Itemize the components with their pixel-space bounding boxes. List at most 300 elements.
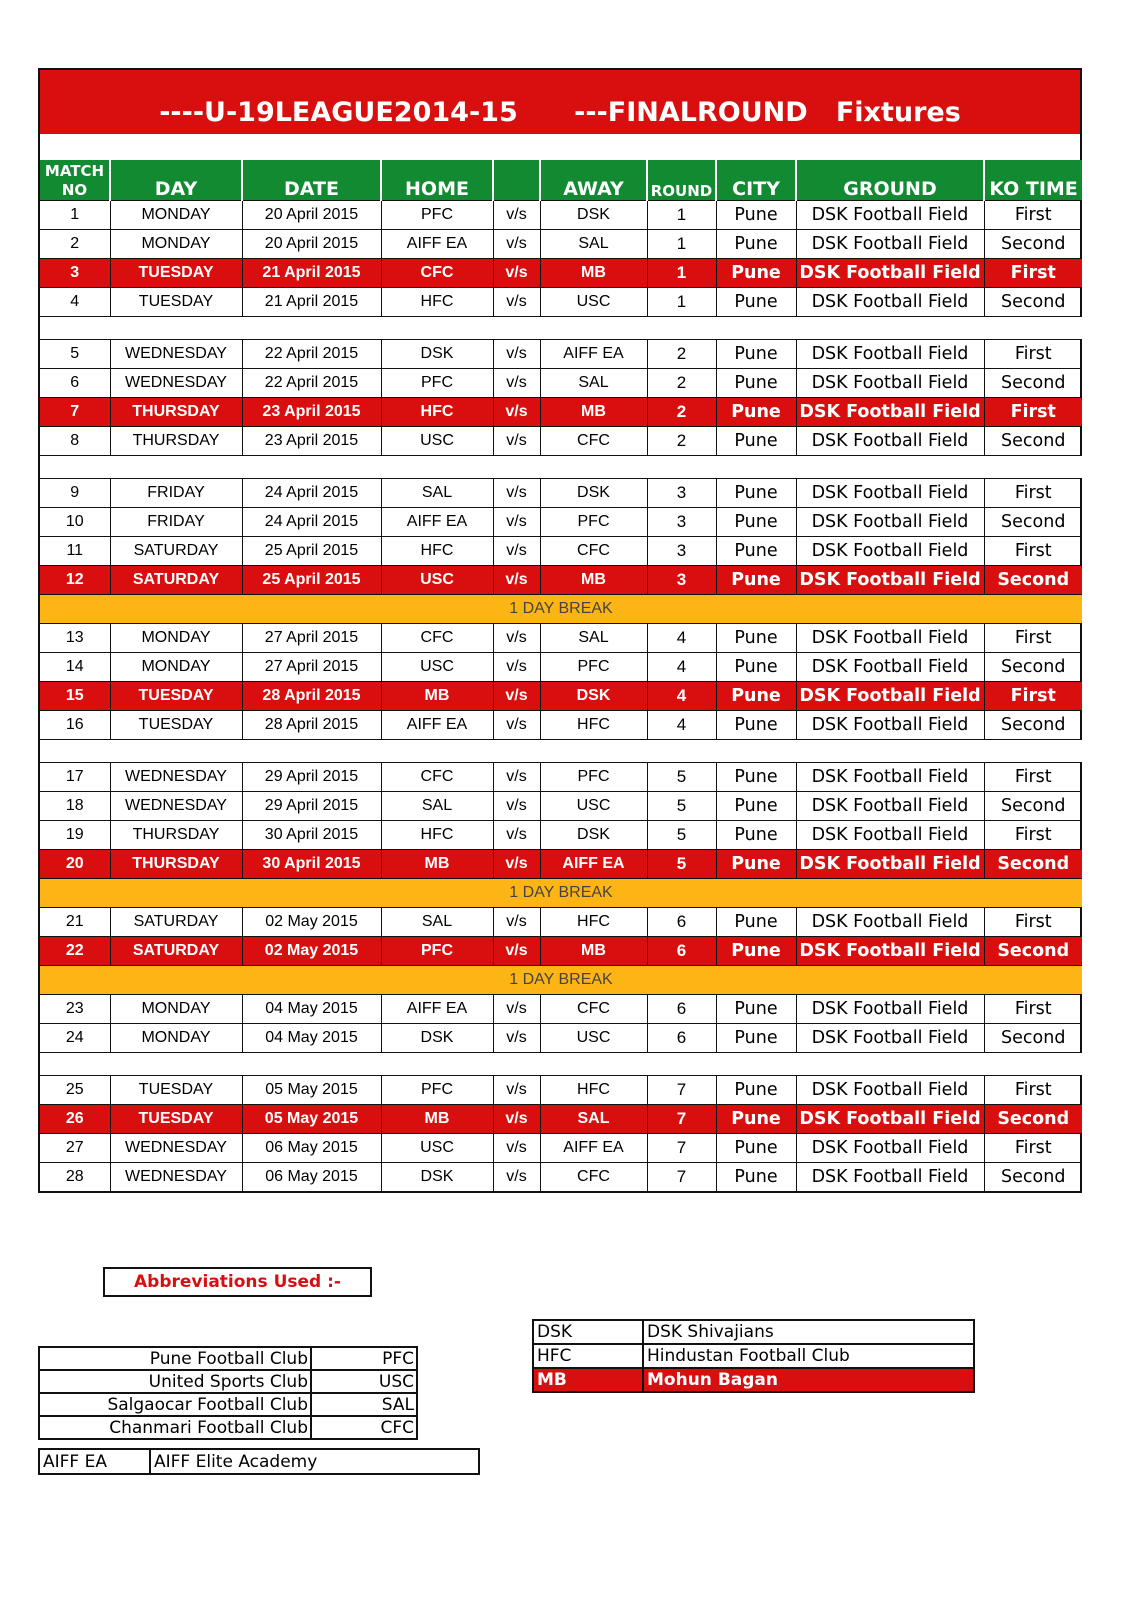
cell-round: 3 bbox=[647, 508, 716, 537]
match-row bbox=[40, 763, 1082, 792]
header-row bbox=[40, 160, 1082, 201]
cell-vs: v/s bbox=[493, 624, 540, 653]
cell-round: 3 bbox=[647, 566, 716, 595]
cell-ground: DSK Football Field bbox=[796, 340, 984, 369]
break-row bbox=[40, 595, 1082, 624]
match-row bbox=[40, 1076, 1082, 1105]
cell-home: CFC bbox=[381, 624, 493, 653]
cell-home: PFC bbox=[381, 1076, 493, 1105]
match-row bbox=[40, 288, 1082, 317]
cell-round: 7 bbox=[647, 1134, 716, 1163]
cell-vs: v/s bbox=[493, 259, 540, 288]
abbreviations-heading: Abbreviations Used :- bbox=[103, 1267, 372, 1297]
cell-round: 1 bbox=[647, 230, 716, 259]
cell-ko: First bbox=[984, 624, 1082, 653]
cell-round: 4 bbox=[647, 682, 716, 711]
cell-city: Pune bbox=[716, 763, 796, 792]
cell-day: MONDAY bbox=[110, 201, 242, 230]
cell-ground: DSK Football Field bbox=[796, 508, 984, 537]
cell-date: 06 May 2015 bbox=[242, 1163, 381, 1192]
cell-day: FRIDAY bbox=[110, 508, 242, 537]
cell-date: 05 May 2015 bbox=[242, 1076, 381, 1105]
cell-ko: First bbox=[984, 259, 1082, 288]
cell-round: 7 bbox=[647, 1105, 716, 1134]
cell-day: SATURDAY bbox=[110, 537, 242, 566]
cell-round: 6 bbox=[647, 937, 716, 966]
fixtures-table bbox=[40, 160, 1082, 1191]
abbr-code: AIFF EA bbox=[40, 1450, 151, 1473]
cell-round: 1 bbox=[647, 201, 716, 230]
cell-no: 12 bbox=[40, 566, 110, 595]
cell-ground: DSK Football Field bbox=[796, 479, 984, 508]
cell-home: PFC bbox=[381, 201, 493, 230]
cell-away: HFC bbox=[540, 711, 647, 740]
cell-round: 4 bbox=[647, 624, 716, 653]
title-fixtures: Fixtures bbox=[835, 97, 961, 128]
cell-date: 04 May 2015 bbox=[242, 1024, 381, 1053]
cell-round: 5 bbox=[647, 821, 716, 850]
cell-home: USC bbox=[381, 653, 493, 682]
cell-date: 20 April 2015 bbox=[242, 201, 381, 230]
header-home: HOME bbox=[381, 160, 493, 201]
cell-home: AIFF EA bbox=[381, 995, 493, 1024]
cell-city: Pune bbox=[716, 1163, 796, 1192]
cell-ground: DSK Football Field bbox=[796, 1134, 984, 1163]
cell-away: MB bbox=[540, 259, 647, 288]
cell-city: Pune bbox=[716, 259, 796, 288]
cell-ko: First bbox=[984, 1076, 1082, 1105]
cell-home: AIFF EA bbox=[381, 230, 493, 259]
match-row bbox=[40, 566, 1082, 595]
cell-no: 24 bbox=[40, 1024, 110, 1053]
cell-day: MONDAY bbox=[110, 230, 242, 259]
cell-no: 23 bbox=[40, 995, 110, 1024]
cell-home: PFC bbox=[381, 369, 493, 398]
cell-round: 6 bbox=[647, 908, 716, 937]
cell-city: Pune bbox=[716, 792, 796, 821]
cell-no: 21 bbox=[40, 908, 110, 937]
cell-day: MONDAY bbox=[110, 995, 242, 1024]
header-vs bbox=[493, 160, 540, 201]
cell-away: DSK bbox=[540, 821, 647, 850]
cell-home: PFC bbox=[381, 937, 493, 966]
cell-away: USC bbox=[540, 288, 647, 317]
cell-day: TUESDAY bbox=[110, 682, 242, 711]
cell-city: Pune bbox=[716, 566, 796, 595]
cell-city: Pune bbox=[716, 1024, 796, 1053]
cell-no: 16 bbox=[40, 711, 110, 740]
cell-day: WEDNESDAY bbox=[110, 1134, 242, 1163]
cell-no: 18 bbox=[40, 792, 110, 821]
cell-no: 7 bbox=[40, 398, 110, 427]
cell-away: PFC bbox=[540, 653, 647, 682]
abbr-name: Pune Football Club bbox=[39, 1347, 311, 1370]
cell-date: 28 April 2015 bbox=[242, 682, 381, 711]
cell-city: Pune bbox=[716, 340, 796, 369]
match-row bbox=[40, 792, 1082, 821]
cell-date: 02 May 2015 bbox=[242, 908, 381, 937]
abbr-name: Chanmari Football Club bbox=[39, 1416, 311, 1439]
cell-vs: v/s bbox=[493, 1105, 540, 1134]
cell-date: 20 April 2015 bbox=[242, 230, 381, 259]
cell-vs: v/s bbox=[493, 1134, 540, 1163]
header-match-no: MATCH NO bbox=[40, 160, 110, 201]
cell-away: CFC bbox=[540, 427, 647, 456]
match-row bbox=[40, 821, 1082, 850]
match-row bbox=[40, 201, 1082, 230]
header-date: DATE bbox=[242, 160, 381, 201]
cell-home: CFC bbox=[381, 259, 493, 288]
cell-date: 25 April 2015 bbox=[242, 566, 381, 595]
cell-round: 4 bbox=[647, 653, 716, 682]
abbr-row bbox=[39, 1393, 417, 1416]
cell-home: USC bbox=[381, 427, 493, 456]
cell-away: MB bbox=[540, 398, 647, 427]
cell-day: SATURDAY bbox=[110, 566, 242, 595]
title-gap bbox=[40, 134, 1080, 160]
cell-ko: Second bbox=[984, 792, 1082, 821]
cell-day: TUESDAY bbox=[110, 288, 242, 317]
spacer-cell bbox=[40, 1053, 1082, 1076]
cell-no: 15 bbox=[40, 682, 110, 711]
cell-city: Pune bbox=[716, 230, 796, 259]
header-day: DAY bbox=[110, 160, 242, 201]
spacer-cell bbox=[40, 456, 1082, 479]
match-row bbox=[40, 230, 1082, 259]
match-row bbox=[40, 908, 1082, 937]
cell-city: Pune bbox=[716, 508, 796, 537]
cell-no: 3 bbox=[40, 259, 110, 288]
cell-ground: DSK Football Field bbox=[796, 1105, 984, 1134]
cell-vs: v/s bbox=[493, 763, 540, 792]
cell-ground: DSK Football Field bbox=[796, 937, 984, 966]
cell-vs: v/s bbox=[493, 479, 540, 508]
cell-round: 6 bbox=[647, 995, 716, 1024]
cell-ko: Second bbox=[984, 369, 1082, 398]
cell-home: MB bbox=[381, 1105, 493, 1134]
cell-ground: DSK Football Field bbox=[796, 653, 984, 682]
cell-ground: DSK Football Field bbox=[796, 1024, 984, 1053]
abbr-row bbox=[39, 1416, 417, 1439]
match-row bbox=[40, 1024, 1082, 1053]
cell-away: PFC bbox=[540, 508, 647, 537]
cell-ground: DSK Football Field bbox=[796, 792, 984, 821]
cell-ko: First bbox=[984, 1134, 1082, 1163]
cell-date: 06 May 2015 bbox=[242, 1134, 381, 1163]
spacer-row bbox=[40, 317, 1082, 340]
fixtures-sheet bbox=[38, 68, 1082, 1193]
match-row bbox=[40, 995, 1082, 1024]
cell-round: 2 bbox=[647, 369, 716, 398]
cell-date: 21 April 2015 bbox=[242, 259, 381, 288]
cell-ground: DSK Football Field bbox=[796, 624, 984, 653]
cell-vs: v/s bbox=[493, 995, 540, 1024]
cell-ko: Second bbox=[984, 850, 1082, 879]
cell-date: 29 April 2015 bbox=[242, 763, 381, 792]
cell-ground: DSK Football Field bbox=[796, 908, 984, 937]
match-row bbox=[40, 1105, 1082, 1134]
cell-ground: DSK Football Field bbox=[796, 711, 984, 740]
cell-ground: DSK Football Field bbox=[796, 369, 984, 398]
cell-round: 7 bbox=[647, 1163, 716, 1192]
cell-ground: DSK Football Field bbox=[796, 821, 984, 850]
cell-round: 5 bbox=[647, 850, 716, 879]
cell-round: 7 bbox=[647, 1076, 716, 1105]
cell-date: 27 April 2015 bbox=[242, 653, 381, 682]
cell-day: TUESDAY bbox=[110, 1076, 242, 1105]
cell-ko: Second bbox=[984, 653, 1082, 682]
cell-no: 10 bbox=[40, 508, 110, 537]
cell-vs: v/s bbox=[493, 850, 540, 879]
cell-no: 9 bbox=[40, 479, 110, 508]
cell-date: 25 April 2015 bbox=[242, 537, 381, 566]
cell-vs: v/s bbox=[493, 230, 540, 259]
header-round: ROUND bbox=[647, 160, 716, 201]
cell-ko: Second bbox=[984, 566, 1082, 595]
cell-round: 2 bbox=[647, 427, 716, 456]
header-city: CITY bbox=[716, 160, 796, 201]
cell-no: 13 bbox=[40, 624, 110, 653]
cell-round: 6 bbox=[647, 1024, 716, 1053]
title-league: ----U-19LEAGUE2014-15 bbox=[159, 97, 518, 128]
cell-vs: v/s bbox=[493, 711, 540, 740]
abbr-code: HFC bbox=[533, 1344, 643, 1368]
cell-day: FRIDAY bbox=[110, 479, 242, 508]
abbr-row bbox=[533, 1368, 974, 1392]
cell-vs: v/s bbox=[493, 369, 540, 398]
cell-round: 3 bbox=[647, 537, 716, 566]
cell-ground: DSK Football Field bbox=[796, 537, 984, 566]
cell-vs: v/s bbox=[493, 1163, 540, 1192]
abbreviation-aiff bbox=[38, 1448, 480, 1475]
cell-day: WEDNESDAY bbox=[110, 792, 242, 821]
cell-no: 28 bbox=[40, 1163, 110, 1192]
cell-vs: v/s bbox=[493, 937, 540, 966]
title-banner bbox=[40, 70, 1080, 134]
cell-date: 02 May 2015 bbox=[242, 937, 381, 966]
abbr-row bbox=[533, 1344, 974, 1368]
abbr-code: PFC bbox=[311, 1347, 417, 1370]
match-row bbox=[40, 711, 1082, 740]
spacer-cell bbox=[40, 317, 1082, 340]
cell-away: AIFF EA bbox=[540, 1134, 647, 1163]
spacer-row bbox=[40, 740, 1082, 763]
cell-vs: v/s bbox=[493, 508, 540, 537]
cell-home: DSK bbox=[381, 1163, 493, 1192]
cell-round: 5 bbox=[647, 792, 716, 821]
cell-date: 30 April 2015 bbox=[242, 850, 381, 879]
cell-away: USC bbox=[540, 792, 647, 821]
cell-ground: DSK Football Field bbox=[796, 288, 984, 317]
cell-no: 4 bbox=[40, 288, 110, 317]
cell-away: HFC bbox=[540, 1076, 647, 1105]
cell-round: 3 bbox=[647, 479, 716, 508]
cell-home: DSK bbox=[381, 340, 493, 369]
abbr-row bbox=[39, 1370, 417, 1393]
cell-home: DSK bbox=[381, 1024, 493, 1053]
cell-home: USC bbox=[381, 566, 493, 595]
cell-vs: v/s bbox=[493, 566, 540, 595]
cell-ko: Second bbox=[984, 711, 1082, 740]
match-row bbox=[40, 369, 1082, 398]
cell-date: 22 April 2015 bbox=[242, 369, 381, 398]
cell-no: 5 bbox=[40, 340, 110, 369]
cell-ground: DSK Football Field bbox=[796, 259, 984, 288]
cell-ko: Second bbox=[984, 1105, 1082, 1134]
cell-ko: Second bbox=[984, 427, 1082, 456]
cell-away: CFC bbox=[540, 995, 647, 1024]
cell-away: MB bbox=[540, 566, 647, 595]
abbr-row bbox=[39, 1347, 417, 1370]
cell-away: DSK bbox=[540, 682, 647, 711]
cell-day: WEDNESDAY bbox=[110, 340, 242, 369]
header-away: AWAY bbox=[540, 160, 647, 201]
cell-ground: DSK Football Field bbox=[796, 398, 984, 427]
match-row bbox=[40, 624, 1082, 653]
cell-day: TUESDAY bbox=[110, 1105, 242, 1134]
cell-ground: DSK Football Field bbox=[796, 566, 984, 595]
cell-away: PFC bbox=[540, 763, 647, 792]
abbreviations-right-table bbox=[532, 1319, 975, 1393]
cell-city: Pune bbox=[716, 201, 796, 230]
cell-day: MONDAY bbox=[110, 653, 242, 682]
cell-vs: v/s bbox=[493, 653, 540, 682]
cell-away: HFC bbox=[540, 908, 647, 937]
cell-away: AIFF EA bbox=[540, 340, 647, 369]
cell-home: USC bbox=[381, 1134, 493, 1163]
cell-city: Pune bbox=[716, 908, 796, 937]
cell-city: Pune bbox=[716, 398, 796, 427]
cell-date: 23 April 2015 bbox=[242, 427, 381, 456]
match-row bbox=[40, 1163, 1082, 1192]
cell-ko: Second bbox=[984, 508, 1082, 537]
cell-home: AIFF EA bbox=[381, 508, 493, 537]
cell-day: WEDNESDAY bbox=[110, 763, 242, 792]
cell-away: SAL bbox=[540, 624, 647, 653]
cell-city: Pune bbox=[716, 995, 796, 1024]
cell-ko: First bbox=[984, 682, 1082, 711]
cell-day: MONDAY bbox=[110, 1024, 242, 1053]
cell-city: Pune bbox=[716, 711, 796, 740]
cell-ko: First bbox=[984, 201, 1082, 230]
abbr-row bbox=[533, 1320, 974, 1344]
cell-date: 23 April 2015 bbox=[242, 398, 381, 427]
cell-city: Pune bbox=[716, 537, 796, 566]
break-row bbox=[40, 879, 1082, 908]
abbr-code: SAL bbox=[311, 1393, 417, 1416]
cell-home: SAL bbox=[381, 479, 493, 508]
abbr-name: United Sports Club bbox=[39, 1370, 311, 1393]
break-row bbox=[40, 966, 1082, 995]
cell-home: HFC bbox=[381, 821, 493, 850]
abbr-code: MB bbox=[533, 1368, 643, 1392]
cell-city: Pune bbox=[716, 653, 796, 682]
cell-ko: First bbox=[984, 398, 1082, 427]
header-ko-time: KO TIME bbox=[984, 160, 1082, 201]
cell-day: SATURDAY bbox=[110, 908, 242, 937]
match-row bbox=[40, 508, 1082, 537]
cell-ko: Second bbox=[984, 1024, 1082, 1053]
break-label: 1 DAY BREAK bbox=[40, 879, 1082, 908]
cell-city: Pune bbox=[716, 1134, 796, 1163]
match-row bbox=[40, 850, 1082, 879]
cell-no: 6 bbox=[40, 369, 110, 398]
cell-no: 17 bbox=[40, 763, 110, 792]
cell-away: DSK bbox=[540, 201, 647, 230]
cell-home: MB bbox=[381, 682, 493, 711]
match-row bbox=[40, 1134, 1082, 1163]
cell-city: Pune bbox=[716, 682, 796, 711]
cell-date: 29 April 2015 bbox=[242, 792, 381, 821]
cell-day: THURSDAY bbox=[110, 398, 242, 427]
cell-home: SAL bbox=[381, 908, 493, 937]
abbr-code: CFC bbox=[311, 1416, 417, 1439]
cell-ground: DSK Football Field bbox=[796, 1076, 984, 1105]
cell-city: Pune bbox=[716, 427, 796, 456]
cell-city: Pune bbox=[716, 369, 796, 398]
cell-vs: v/s bbox=[493, 398, 540, 427]
match-row bbox=[40, 937, 1082, 966]
cell-home: MB bbox=[381, 850, 493, 879]
match-row bbox=[40, 259, 1082, 288]
cell-round: 1 bbox=[647, 259, 716, 288]
cell-day: WEDNESDAY bbox=[110, 1163, 242, 1192]
spacer-cell bbox=[40, 740, 1082, 763]
abbr-name: Mohun Bagan bbox=[643, 1368, 974, 1392]
cell-ko: Second bbox=[984, 288, 1082, 317]
cell-ko: Second bbox=[984, 230, 1082, 259]
cell-day: THURSDAY bbox=[110, 821, 242, 850]
cell-away: CFC bbox=[540, 537, 647, 566]
abbreviations-left-table bbox=[38, 1346, 418, 1440]
cell-date: 24 April 2015 bbox=[242, 479, 381, 508]
cell-away: USC bbox=[540, 1024, 647, 1053]
cell-ground: DSK Football Field bbox=[796, 201, 984, 230]
cell-vs: v/s bbox=[493, 682, 540, 711]
cell-ko: Second bbox=[984, 1163, 1082, 1192]
match-row bbox=[40, 427, 1082, 456]
cell-ground: DSK Football Field bbox=[796, 995, 984, 1024]
cell-day: THURSDAY bbox=[110, 427, 242, 456]
fixtures-body bbox=[40, 201, 1082, 1192]
cell-ground: DSK Football Field bbox=[796, 682, 984, 711]
cell-city: Pune bbox=[716, 624, 796, 653]
cell-day: TUESDAY bbox=[110, 259, 242, 288]
cell-away: SAL bbox=[540, 369, 647, 398]
cell-date: 24 April 2015 bbox=[242, 508, 381, 537]
cell-ko: First bbox=[984, 537, 1082, 566]
cell-no: 8 bbox=[40, 427, 110, 456]
cell-vs: v/s bbox=[493, 908, 540, 937]
spacer-row bbox=[40, 456, 1082, 479]
cell-vs: v/s bbox=[493, 340, 540, 369]
cell-no: 11 bbox=[40, 537, 110, 566]
cell-ko: First bbox=[984, 763, 1082, 792]
cell-ground: DSK Football Field bbox=[796, 230, 984, 259]
cell-no: 25 bbox=[40, 1076, 110, 1105]
cell-ko: First bbox=[984, 995, 1082, 1024]
cell-home: HFC bbox=[381, 537, 493, 566]
cell-city: Pune bbox=[716, 479, 796, 508]
cell-ground: DSK Football Field bbox=[796, 1163, 984, 1192]
cell-no: 26 bbox=[40, 1105, 110, 1134]
cell-home: HFC bbox=[381, 398, 493, 427]
cell-vs: v/s bbox=[493, 821, 540, 850]
match-row bbox=[40, 537, 1082, 566]
spacer-row bbox=[40, 1053, 1082, 1076]
cell-date: 27 April 2015 bbox=[242, 624, 381, 653]
cell-day: TUESDAY bbox=[110, 711, 242, 740]
